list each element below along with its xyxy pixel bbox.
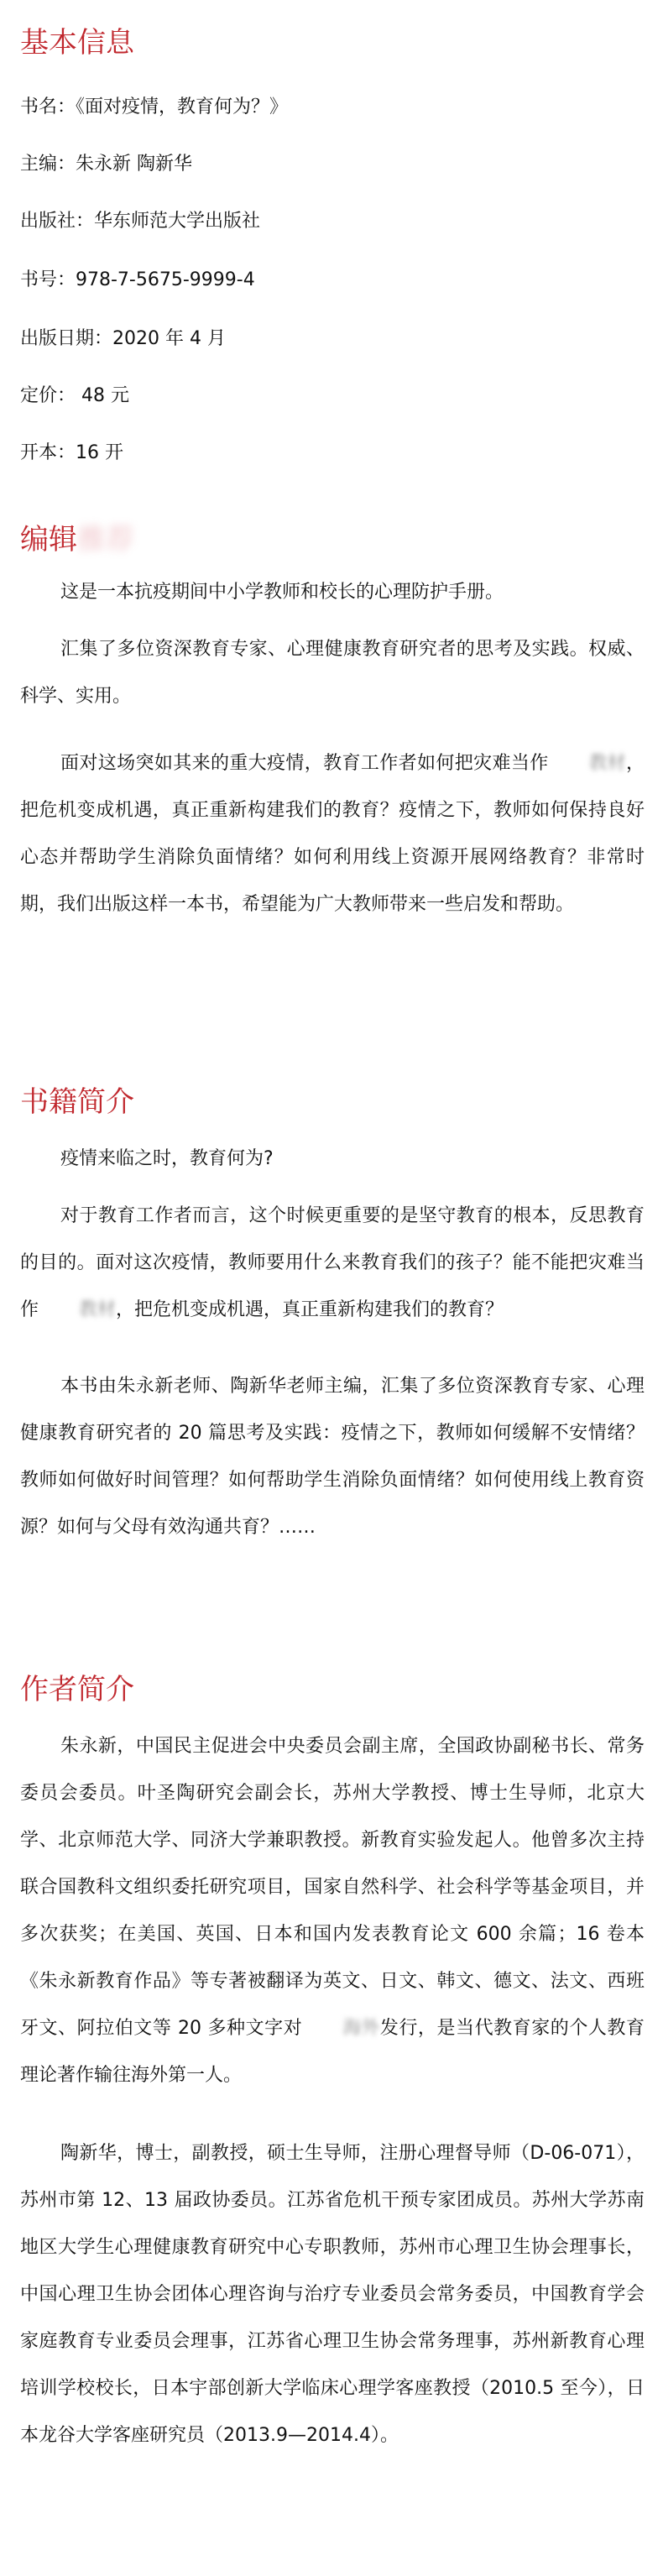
author-paragraph-1	[20, 1723, 645, 2099]
book-intro-heading: 书籍简介	[20, 1085, 134, 1119]
editor-rec-paragraph-1: 这是一本抗疫期间中小学教师和校长的心理防护手册。	[60, 582, 504, 603]
intro-paragraph-2	[20, 1193, 645, 1334]
book-title-row: 书名：《面对疫情，教育何为？》	[20, 97, 289, 118]
author-p1-text-b: 发行，是当代教育家的个人教育理论著作输往海外第一人。	[20, 2018, 645, 2086]
price-row: 定价： 48 元	[20, 385, 129, 406]
publish-date-row: 出版日期：2020 年 4 月	[20, 328, 226, 349]
editors-row: 主编：朱永新 陶新华	[20, 154, 192, 175]
publisher-row: 出版社：华东师范大学出版社	[20, 211, 261, 232]
basic-info-heading: 基本信息	[20, 26, 134, 60]
author-p1-text-a: 朱永新，中国民主促进会中央委员会副主席，全国政协副秘书长、常务委员会委员。叶圣陶研究会副会长，苏州大学教授、博士生导师，北京大学、北京师范大学、同济大学兼职教授。新教育实验发起人。他曾多次主持联合国教科文组织委托研究项目，国家自然科学、社会科学等基金项目，并多次获奖；在美国、英国、日本和国内发表教育论文 600 余篇；16 卷本《朱永新教育作品》等专著被翻译为英文、日文、韩文、德文、法文、西班牙文、阿拉伯文等 20 多种文字对	[20, 1736, 645, 2039]
editor-recommend-heading-text: 编辑	[20, 523, 77, 556]
intro-paragraph-1: 疫情来临之时，教育何为?	[60, 1148, 274, 1169]
editor-rec-p3-text-b: ，把危机变成机遇，真正重新构建我们的教育？疫情之下，教师如何保持良好心态并帮助学生消除负面情绪？如何利用线上资源开展网络教育？非常时期，我们出版这样一本书，希望能为广大教师带来一些启发和帮助。	[20, 753, 645, 915]
author-intro-heading: 作者简介	[20, 1673, 134, 1706]
blurred-word: 海外	[342, 2018, 380, 2039]
blurred-word: 教材	[79, 1299, 117, 1320]
format-row: 开本：16 开	[20, 442, 123, 463]
isbn-row: 书号：978-7-5675-9999-4	[20, 269, 255, 290]
editor-recommend-heading	[20, 520, 134, 559]
blurred-word: 教材	[588, 753, 626, 774]
editor-rec-paragraph-2: 汇集了多位资深教育专家、心理健康教育研究者的思考及实践。权威、科学、实用。	[20, 639, 645, 707]
blurred-heading-text: 推荐	[77, 523, 134, 556]
intro-p2-text-a: 对于教育工作者而言，这个时候更重要的是坚守教育的根本，反思教育的目的。面对这次疫情，教师要用什么来教育我们的孩子？能不能把灾难当作	[20, 1205, 645, 1320]
intro-paragraph-3: 本书由朱永新老师、陶新华老师主编，汇集了多位资深教育专家、心理健康教育研究者的 20 篇思考及实践：疫情之下，教师如何缓解不安情绪？教师如何做好时间管理？如何帮助学生消除负面情绪？如何使用线上教育资源？如何与父母有效沟通共育？……	[20, 1376, 645, 1538]
author-paragraph-2: 陶新华，博士，副教授，硕士生导师，注册心理督导师（D-06-071），苏州市第 12、13 届政协委员。江苏省危机干预专家团成员。苏州大学苏南地区大学生心理健康教育研究中心专职教师，苏州市心理卫生协会理事长，中国心理卫生协会团体心理咨询与治疗专业委员会常务委员，中国教育学会家庭教育专业委员会理事，江苏省心理卫生协会常务理事，苏州新教育心理培训学校校长，日本宇部创新大学临床心理学客座教授（2010.5 至今），日本龙谷大学客座研究员（2013.9—2014.4）。	[20, 2143, 645, 2446]
editor-rec-paragraph-3	[20, 740, 645, 928]
intro-p2-text-b: ，把危机变成机遇，真正重新构建我们的教育？	[116, 1299, 504, 1320]
editor-rec-p3-text-a: 面对这场突如其来的重大疫情，教育工作者如何把灾难当作	[60, 753, 549, 774]
